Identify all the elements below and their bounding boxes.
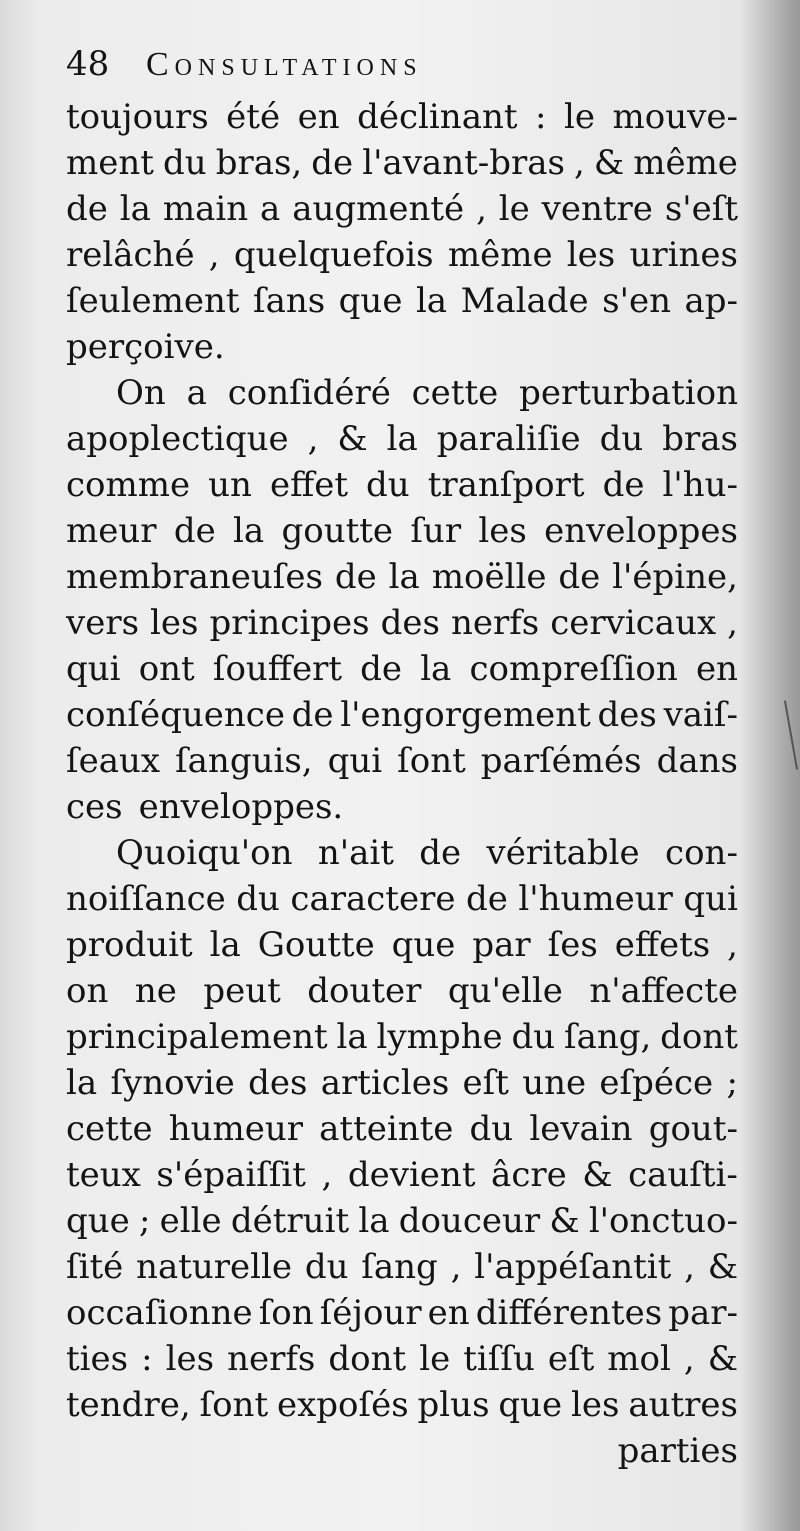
word: con-	[665, 833, 738, 873]
word: ties	[66, 1339, 129, 1379]
word: n'affecte	[589, 971, 738, 1011]
word: l'appéſantit	[474, 1247, 672, 1287]
word: été	[226, 97, 281, 137]
word: du	[366, 465, 410, 505]
word: du	[599, 419, 644, 459]
word: du	[162, 143, 207, 183]
word: teux	[66, 1155, 141, 1195]
text-line	[66, 1198, 738, 1244]
word: âcre	[491, 1155, 567, 1195]
text-line	[66, 416, 738, 462]
word: noiſſance	[66, 879, 226, 919]
word: meur	[66, 511, 157, 551]
word: du	[236, 879, 280, 919]
word: la	[388, 557, 420, 597]
word: perturbation	[519, 373, 738, 413]
word: paraliſie	[436, 419, 581, 459]
word: en	[297, 97, 340, 137]
word: des	[248, 1063, 308, 1103]
word: que	[498, 1385, 563, 1425]
text-line	[66, 922, 738, 968]
word: ment	[66, 143, 154, 183]
word: peut	[203, 971, 281, 1011]
word: l'engorgement	[340, 695, 591, 735]
text-line	[66, 1106, 738, 1152]
word: douter	[307, 971, 422, 1011]
word: cette	[411, 373, 499, 413]
word: la	[386, 419, 418, 459]
word: ,	[321, 1155, 333, 1195]
word: ſeaux	[66, 741, 161, 781]
text-line	[66, 692, 738, 738]
word: :	[141, 1339, 153, 1379]
text-line	[66, 784, 738, 830]
word: &	[549, 1201, 580, 1241]
word: cervicaux	[550, 603, 717, 643]
word: Malade	[460, 281, 589, 321]
word: elle	[159, 1201, 222, 1241]
word: ſeulement	[66, 281, 240, 321]
word: ſité	[66, 1247, 124, 1287]
word: qui	[66, 649, 121, 689]
word: moëlle	[431, 557, 547, 597]
text-line	[66, 1382, 738, 1428]
word: les	[566, 235, 616, 275]
text-line	[66, 232, 738, 278]
word: la	[336, 1017, 368, 1057]
text-line	[66, 186, 738, 232]
word: produit	[66, 925, 193, 965]
word: toujours	[66, 97, 209, 137]
word: de	[291, 695, 334, 735]
word: conſidéré	[227, 373, 391, 413]
word: nerfs	[450, 603, 540, 643]
text-line	[66, 1152, 738, 1198]
word: dont	[660, 1017, 738, 1057]
word: qu'elle	[447, 971, 563, 1011]
word: des	[380, 603, 440, 643]
word: ;	[726, 1063, 738, 1103]
text-line	[66, 738, 738, 784]
word: caractere	[290, 879, 456, 919]
word: perçoive.	[66, 327, 225, 367]
word: dans	[656, 741, 738, 781]
word: :	[535, 97, 547, 137]
text-line	[66, 324, 738, 370]
word: le	[564, 97, 596, 137]
text-line	[66, 600, 738, 646]
word: la	[233, 511, 265, 551]
body-text	[66, 94, 738, 1428]
word: augmenté	[292, 189, 465, 229]
page-edge-shadow	[740, 0, 800, 1531]
word: quelquefois	[233, 235, 434, 275]
word: a	[260, 189, 281, 229]
word: ,	[574, 143, 585, 183]
word: la	[66, 1063, 98, 1103]
word: principalement	[66, 1017, 328, 1057]
word: déclinant	[357, 97, 518, 137]
word: ſéjour	[319, 1293, 422, 1333]
word: ſanguis,	[175, 741, 313, 781]
word: Quoiqu'on	[116, 833, 293, 873]
word: la	[119, 189, 151, 229]
word: ont	[138, 649, 195, 689]
running-head	[66, 44, 738, 94]
word: parſémés	[480, 741, 642, 781]
word: n'ait	[317, 833, 394, 873]
word: s'épaiſſit	[156, 1155, 306, 1195]
word: ſang	[361, 1247, 438, 1287]
text-line	[66, 968, 738, 1014]
text-line	[66, 646, 738, 692]
word: ap-	[684, 281, 738, 321]
word: ne	[134, 971, 177, 1011]
word: goutte	[281, 511, 394, 551]
word: On	[116, 373, 166, 413]
word: eſpéce	[599, 1063, 714, 1103]
word: lymphe	[376, 1017, 503, 1057]
word: de	[334, 557, 377, 597]
word: ,	[683, 1339, 695, 1379]
word: en	[695, 649, 738, 689]
word: tendre,	[66, 1385, 191, 1425]
text-line	[66, 462, 738, 508]
word: plus	[417, 1385, 490, 1425]
word: enveloppes.	[138, 787, 344, 827]
word: ſang,	[563, 1017, 652, 1057]
word: la	[420, 649, 452, 689]
word: une	[522, 1063, 587, 1103]
word: s'en	[602, 281, 671, 321]
word: même	[447, 235, 553, 275]
running-title: Consultations	[146, 46, 423, 83]
page-number: 48	[66, 44, 110, 84]
word: par-	[668, 1293, 738, 1333]
word: urines	[629, 235, 738, 275]
word: naturelle	[136, 1247, 293, 1287]
word: bras,	[215, 143, 303, 183]
word: un	[208, 465, 252, 505]
word: ſes	[547, 925, 598, 965]
text-line	[66, 1244, 738, 1290]
word: ſynovie	[110, 1063, 235, 1103]
text-line	[66, 370, 738, 416]
word: ſon	[258, 1293, 314, 1333]
word: Goutte	[257, 925, 375, 965]
word: de	[66, 189, 108, 229]
word: de	[173, 511, 216, 551]
word: on	[66, 971, 109, 1011]
word: l'onctuo-	[588, 1201, 738, 1241]
word: les	[571, 1385, 620, 1425]
word: conſéquence	[66, 695, 285, 735]
text-line	[66, 140, 738, 186]
word: ces	[66, 787, 123, 827]
word: les	[150, 603, 199, 643]
word: l'avant-bras	[362, 143, 565, 183]
word: effets	[614, 925, 711, 965]
word: ſans	[253, 281, 326, 321]
word: main	[162, 189, 249, 229]
word: vaiſ-	[663, 695, 738, 735]
word: a	[186, 373, 207, 413]
word: le	[419, 1339, 451, 1379]
word: relâché	[66, 235, 195, 275]
word: eſt	[547, 1339, 595, 1379]
word: en	[427, 1293, 470, 1333]
word: cauſti-	[628, 1155, 738, 1195]
word: enveloppes	[544, 511, 738, 551]
word: devient	[347, 1155, 476, 1195]
word: du	[304, 1247, 349, 1287]
text-line	[66, 1014, 738, 1060]
word: autres	[628, 1385, 738, 1425]
word: l'humeur	[518, 879, 673, 919]
word: l'hu-	[662, 465, 738, 505]
word: effet	[269, 465, 349, 505]
word: atteinte	[319, 1109, 454, 1149]
catchword-row	[66, 1428, 738, 1474]
word: ,	[727, 925, 738, 965]
word: ,	[208, 235, 220, 275]
word: même	[633, 143, 738, 183]
word: la	[415, 281, 448, 321]
word: ;	[139, 1201, 151, 1241]
word: eſt	[462, 1063, 509, 1103]
word: du	[511, 1017, 556, 1057]
word: ſouffert	[212, 649, 343, 689]
word: de	[311, 143, 354, 183]
word: expoſés	[276, 1385, 409, 1425]
word: comme	[66, 465, 191, 505]
text-line	[66, 1060, 738, 1106]
word: de	[419, 833, 462, 873]
text-block	[66, 44, 738, 1474]
word: les	[478, 511, 527, 551]
word: compreſſion	[469, 649, 678, 689]
word: la	[358, 1201, 390, 1241]
word: ſont	[397, 741, 466, 781]
word: occaſionne	[66, 1293, 253, 1333]
word: que	[391, 925, 456, 965]
word: qui	[327, 741, 383, 781]
word: qui	[683, 879, 738, 919]
text-line	[66, 830, 738, 876]
word: détruit	[230, 1201, 350, 1241]
word: membraneuſes	[66, 557, 323, 597]
catchword: parties	[617, 1431, 738, 1471]
word: du	[469, 1109, 514, 1149]
word: humeur	[168, 1109, 304, 1149]
word: que	[66, 1201, 130, 1241]
word: véritable	[486, 833, 640, 873]
word: les	[165, 1339, 215, 1379]
word: principes	[209, 603, 370, 643]
text-line	[66, 508, 738, 554]
word: vers	[66, 603, 140, 643]
word: de	[558, 557, 601, 597]
word: ,	[727, 603, 738, 643]
word: le	[498, 189, 530, 229]
word: douceur	[398, 1201, 541, 1241]
word: &	[582, 1155, 613, 1195]
word: &	[707, 1247, 738, 1287]
word: &	[593, 143, 625, 183]
word: ,	[307, 419, 319, 459]
word: tiſſu	[463, 1339, 535, 1379]
word: ſur	[410, 511, 462, 551]
word: ,	[684, 1247, 695, 1287]
word: apoplectique	[66, 419, 289, 459]
word: articles	[320, 1063, 450, 1103]
word: ventre	[541, 189, 653, 229]
word: ſont	[199, 1385, 269, 1425]
text-line	[66, 278, 738, 324]
word: différentes	[475, 1293, 663, 1333]
text-line	[66, 554, 738, 600]
word: dont	[328, 1339, 407, 1379]
word: tranſport	[427, 465, 585, 505]
text-line	[66, 876, 738, 922]
word: que	[338, 281, 403, 321]
word: s'eſt	[664, 189, 738, 229]
word: gout-	[648, 1109, 738, 1149]
word: par	[472, 925, 531, 965]
word: ,	[476, 189, 487, 229]
word: &	[707, 1339, 738, 1379]
word: de	[360, 649, 403, 689]
word: la	[209, 925, 241, 965]
word: ,	[450, 1247, 462, 1287]
word: nerfs	[227, 1339, 316, 1379]
word: mouve-	[612, 97, 738, 137]
text-line	[66, 1290, 738, 1336]
word: l'épine,	[612, 557, 738, 597]
word: de	[602, 465, 645, 505]
text-line	[66, 1336, 738, 1382]
word: des	[597, 695, 657, 735]
word: cette	[66, 1109, 153, 1149]
word: levain	[529, 1109, 633, 1149]
text-line	[66, 94, 738, 140]
word: de	[465, 879, 508, 919]
word: mol	[607, 1339, 671, 1379]
word: bras	[662, 419, 738, 459]
word: &	[337, 419, 368, 459]
